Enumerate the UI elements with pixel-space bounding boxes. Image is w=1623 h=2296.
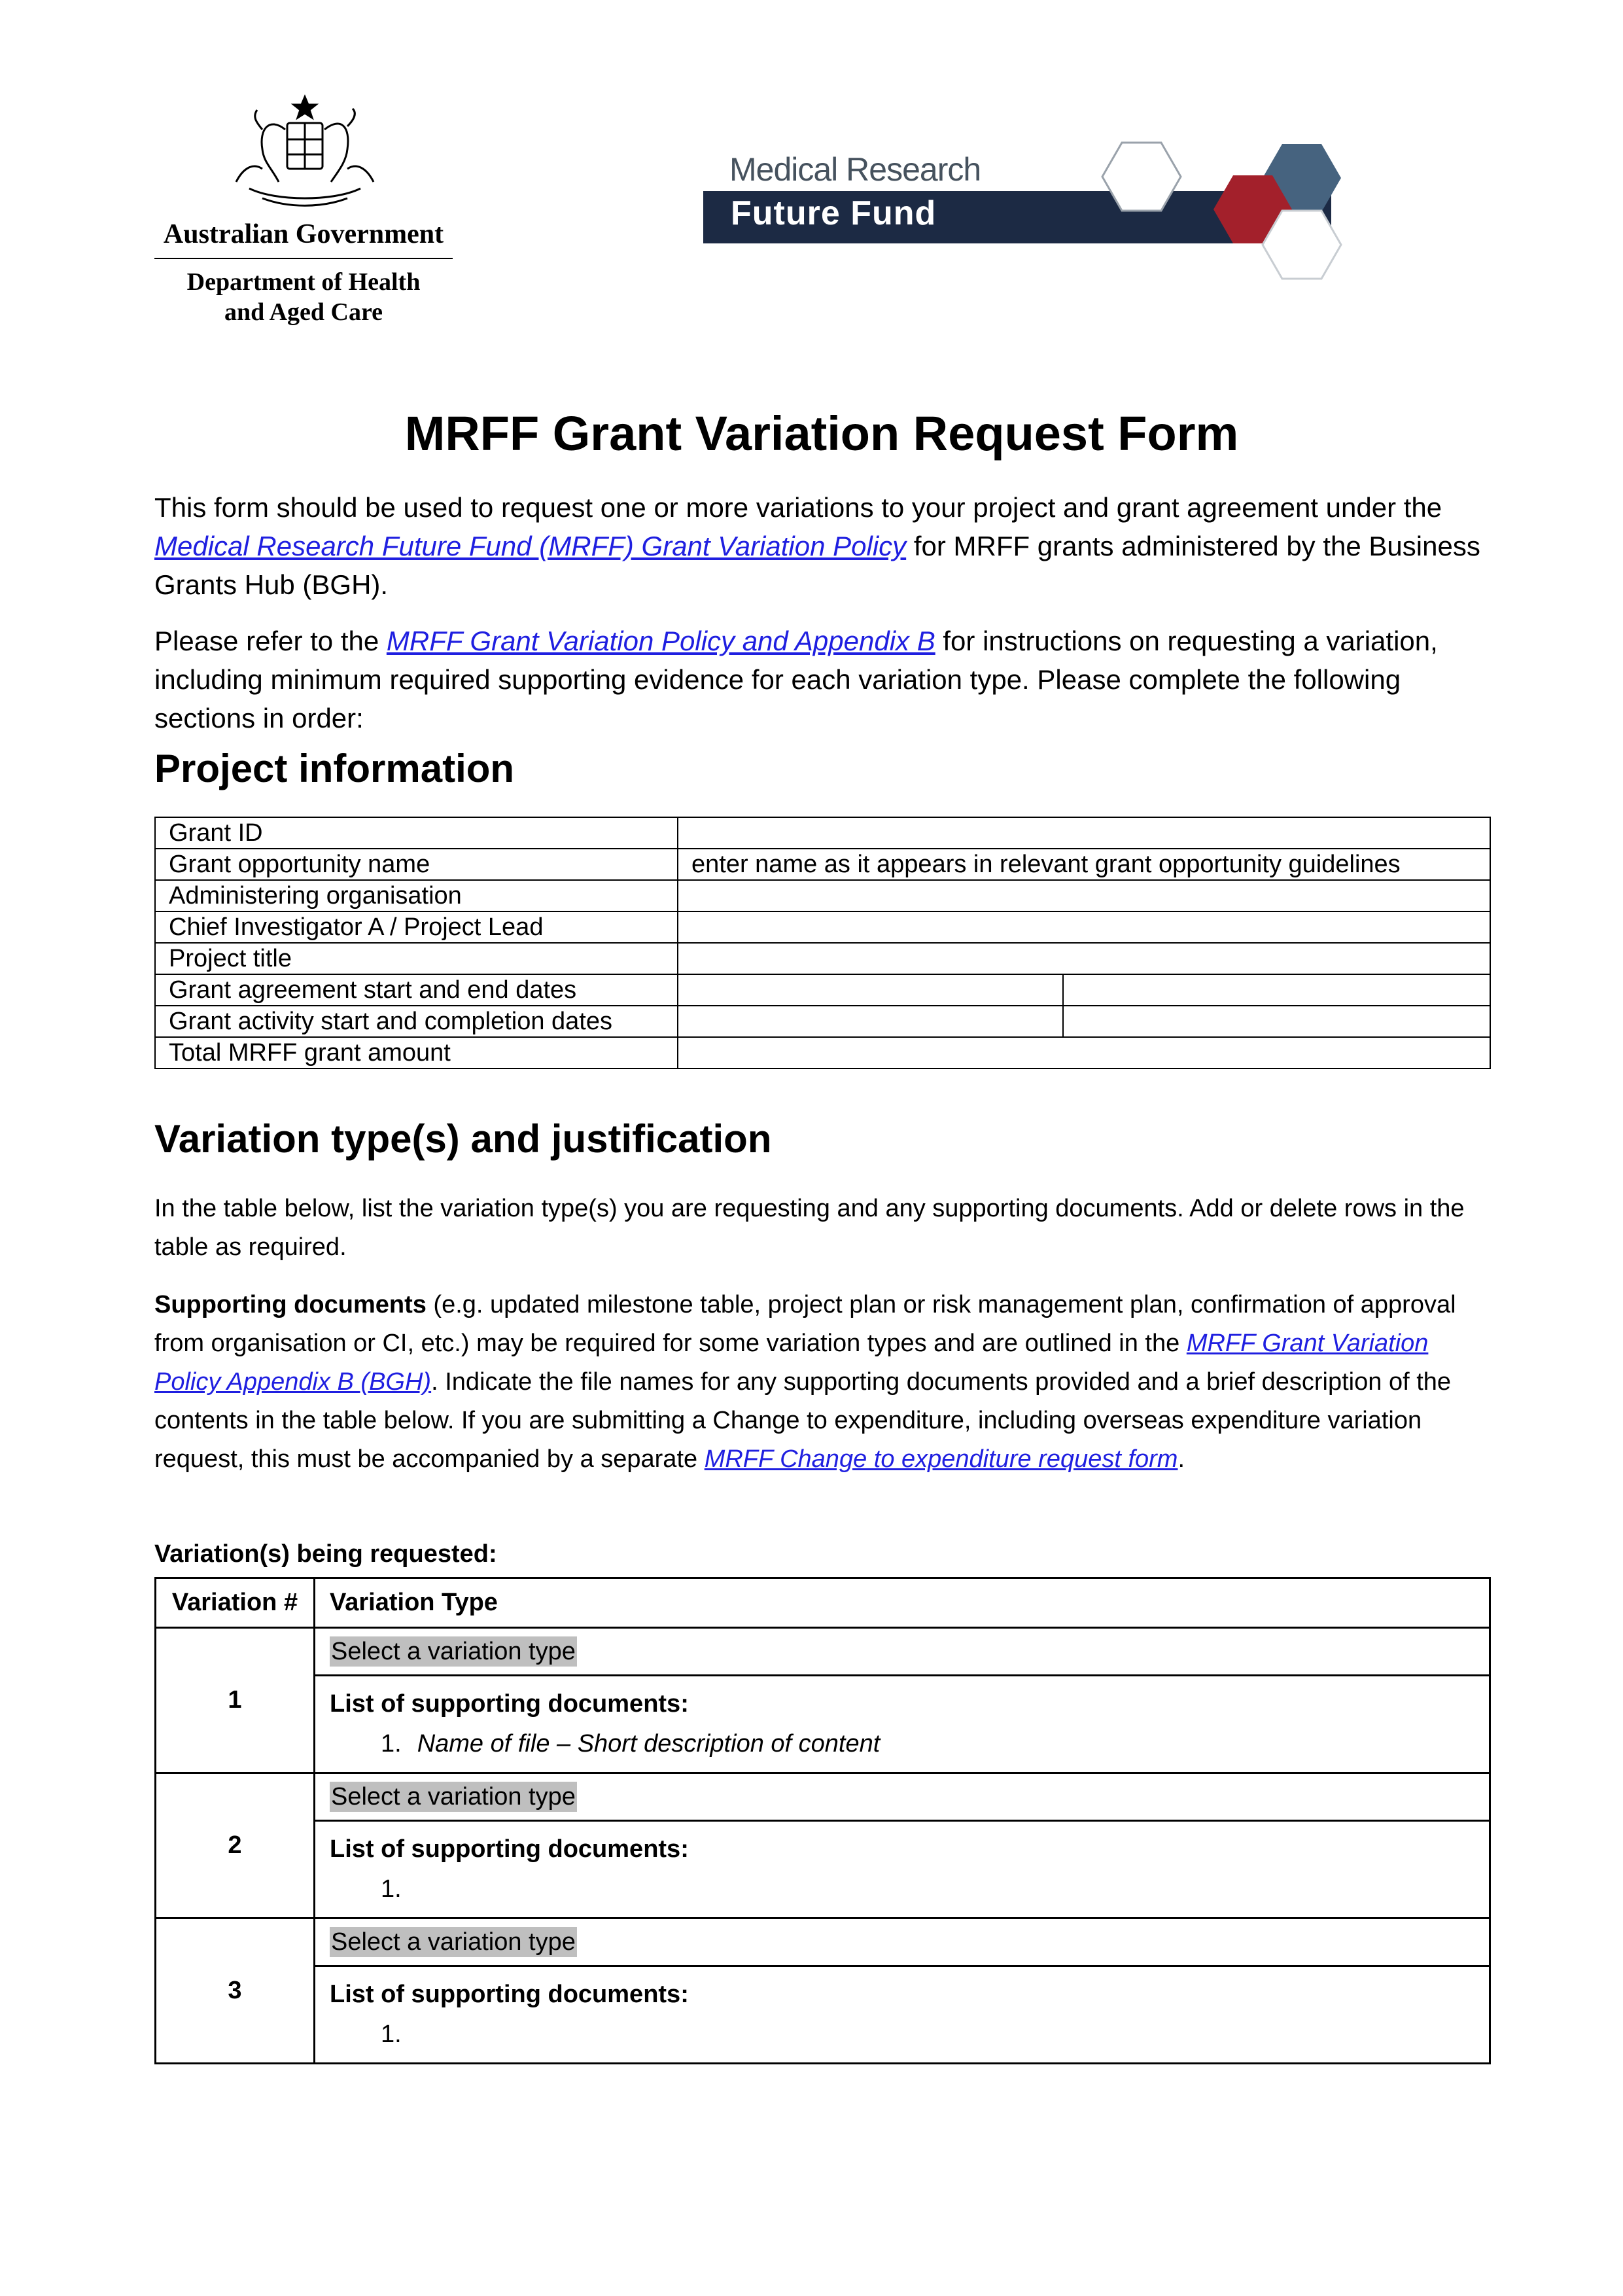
row-label: Project title — [155, 943, 678, 974]
table-row — [155, 943, 1490, 974]
table-header-row — [156, 1578, 1490, 1628]
intro-p1-text-b: for MRFF grants administered by the Business Grants Hub (BGH). — [154, 531, 1480, 600]
variation-number: 1 — [156, 1628, 315, 1773]
supporting-docs-label: List of supporting documents: — [330, 1835, 689, 1863]
project-title-field[interactable] — [678, 943, 1490, 974]
table-row — [156, 1773, 1490, 1821]
variation-type-cell — [315, 1773, 1490, 1821]
col-header-number: Variation # — [156, 1578, 315, 1628]
row-label: Total MRFF grant amount — [155, 1037, 678, 1069]
table-row — [156, 1676, 1490, 1773]
variation-paragraph-1: In the table below, list the variation type(s) you are requesting and any supporting documents. Add or delete rows in the table as required. — [154, 1195, 1465, 1261]
mrff-logo-line1: Medical Research — [729, 151, 981, 188]
variation-type-select[interactable]: Select a variation type — [331, 1637, 576, 1665]
grant-amount-field[interactable] — [678, 1037, 1490, 1069]
variation-type-cell — [315, 1918, 1490, 1966]
mrff-logo-line2: Future Fund — [731, 194, 937, 232]
variation-number: 2 — [156, 1773, 315, 1918]
grant-id-field[interactable] — [678, 817, 1490, 849]
section-heading-project: Project information — [154, 747, 515, 790]
list-item — [330, 1730, 1489, 1758]
table-row — [155, 1006, 1490, 1037]
row-label: Grant agreement start and end dates — [155, 974, 678, 1006]
intro-p2-text-a: Please refer to the — [154, 626, 387, 656]
chief-investigator-field[interactable] — [678, 911, 1490, 943]
dept-name — [154, 267, 453, 327]
list-item-text — [402, 1875, 417, 1903]
hexagon-icon — [1056, 137, 1429, 294]
gov-logo — [154, 90, 453, 332]
table-row — [156, 1821, 1490, 1918]
variation-table — [154, 1577, 1491, 2064]
list-item-number: 1. — [381, 1875, 402, 1903]
intro-p1-text-a: This form should be used to request one or more variations to your project and grant agreement under the — [154, 492, 1442, 523]
table-row — [156, 1628, 1490, 1676]
table-row — [155, 974, 1490, 1006]
row-label: Grant opportunity name — [155, 849, 678, 880]
divider — [154, 258, 453, 259]
dept-line1: Department of Health — [186, 268, 421, 296]
supporting-docs-cell[interactable] — [315, 1966, 1490, 2064]
table-row — [155, 911, 1490, 943]
variation-p2-text-a: (e.g. updated milestone table, project plan or risk management plan, confirmation of approval from organisation or CI, etc.) may be required for some variation types and are outlined in the — [154, 1291, 1456, 1357]
variation-paragraph-2 — [154, 1286, 1489, 1479]
supporting-docs-cell[interactable] — [315, 1676, 1490, 1773]
coat-of-arms-icon — [223, 90, 387, 215]
list-item-number: 1. — [381, 1730, 402, 1757]
mrff-logo — [703, 137, 1429, 294]
agreement-end-date-field[interactable] — [1063, 974, 1490, 1006]
table-row — [155, 1037, 1490, 1069]
col-header-type: Variation Type — [315, 1578, 1490, 1628]
list-item — [330, 2021, 1489, 2049]
variation-p2-text-b: . Indicate the file names for any supporting documents provided and a brief description of the contents in the table below. If you are submitting a Change to expenditure, including overseas expenditure variation request, this must be accompanied by a separate — [154, 1368, 1452, 1473]
list-item-number: 1. — [381, 2021, 402, 2048]
grant-opportunity-name-field[interactable]: enter name as it appears in relevant grant opportunity guidelines — [678, 849, 1490, 880]
section-heading-variation: Variation type(s) and justification — [154, 1117, 772, 1161]
row-label: Administering organisation — [155, 880, 678, 911]
supporting-docs-bold: Supporting documents — [154, 1291, 427, 1318]
supporting-docs-label: List of supporting documents: — [330, 1690, 689, 1718]
change-expenditure-form-link[interactable]: MRFF Change to expenditure request form — [704, 1445, 1178, 1473]
supporting-docs-cell[interactable] — [315, 1821, 1490, 1918]
table-row — [156, 1918, 1490, 1966]
table-row — [156, 1966, 1490, 2064]
project-info-table — [154, 817, 1491, 1069]
row-label: Grant ID — [155, 817, 678, 849]
list-item — [330, 1875, 1489, 1903]
policy-appendix-b-link[interactable]: MRFF Grant Variation Policy and Appendix B — [386, 626, 935, 656]
appendix-b-bgh-link[interactable]: MRFF Grant Variation Policy Appendix B (BGH) — [154, 1330, 1429, 1396]
list-item-text — [402, 2021, 417, 2048]
grant-variation-policy-link[interactable]: Medical Research Future Fund (MRFF) Grant Variation Policy — [154, 531, 907, 561]
table-row — [155, 817, 1490, 849]
variation-type-select[interactable]: Select a variation type — [331, 1928, 576, 1956]
table-row — [155, 849, 1490, 880]
variation-p2-text-c: . — [1178, 1445, 1185, 1473]
variations-requested-label: Variation(s) being requested: — [154, 1540, 497, 1568]
list-item-text: Name of file – Short description of content — [417, 1730, 881, 1757]
dept-line2: and Aged Care — [224, 298, 383, 326]
intro-p2-text-b: for instructions on requesting a variation, including minimum required supporting evidence for each variation type. Please complete the following sections in order: — [154, 626, 1438, 733]
row-label: Chief Investigator A / Project Lead — [155, 911, 678, 943]
activity-completion-date-field[interactable] — [1063, 1006, 1490, 1037]
variation-number: 3 — [156, 1918, 315, 2064]
activity-start-date-field[interactable] — [678, 1006, 1063, 1037]
administering-organisation-field[interactable] — [678, 880, 1490, 911]
variation-type-select[interactable]: Select a variation type — [331, 1782, 576, 1810]
variation-type-cell — [315, 1628, 1490, 1676]
intro-paragraph-1 — [154, 488, 1489, 604]
intro-paragraph-2 — [154, 622, 1489, 737]
page-title: MRFF Grant Variation Request Form — [404, 406, 1239, 461]
row-label: Grant activity start and completion dates — [155, 1006, 678, 1037]
agreement-start-date-field[interactable] — [678, 974, 1063, 1006]
supporting-docs-label: List of supporting documents: — [330, 1981, 689, 2008]
table-row — [155, 880, 1490, 911]
gov-name: Australian Government — [163, 219, 444, 249]
